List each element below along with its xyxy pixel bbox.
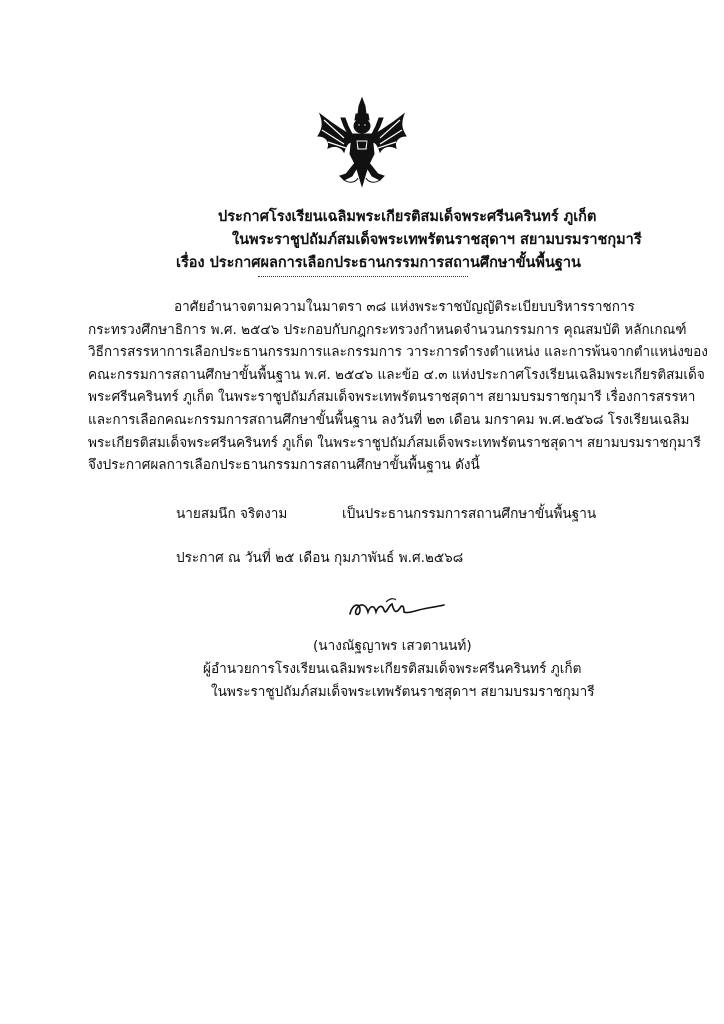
garuda-emblem-icon — [314, 96, 410, 188]
signatory-title-line-1: ผู้อำนวยการโรงเรียนเฉลิมพระเกียรติสมเด็จพระศรีนครินทร์ ภูเก็ต — [203, 661, 582, 677]
announcement-body — [88, 296, 708, 477]
appointee-position: เป็นประธานกรรมการสถานศึกษาขั้นพื้นฐาน — [342, 506, 597, 522]
royal-patronage-line: ในพระราชูปถัมภ์สมเด็จพระเทพรัตนราชสุดาฯ สยามบรมราชกุมารี — [232, 232, 642, 248]
handwritten-signature-icon — [346, 594, 446, 626]
signatory-title-line-2: ในพระราชูปถัมภ์สมเด็จพระเทพรัตนราชสุดาฯ สยามบรมราชกุมารี — [211, 684, 595, 700]
appointee-name: นายสมนึก จริตงาม — [176, 506, 288, 522]
body-line: จึงประกาศผลการเลือกประธานกรรมการสถานศึกษาขั้นพื้นฐาน ดังนี้ — [88, 457, 480, 474]
dotted-divider — [258, 276, 468, 277]
body-line: และการเลือกคณะกรรมการสถานศึกษาขั้นพื้นฐาน ลงวันที่ ๒๓ เดือน มกราคม พ.ศ.๒๕๖๘ โรงเรียนเฉลิม — [88, 411, 690, 428]
body-line: กระทรวงศึกษาธิการ พ.ศ. ๒๕๔๖ ประกอบกับกฎกระทรวงกำหนดจำนวนกรรมการ คุณสมบัติ หลักเกณฑ์ — [88, 321, 687, 338]
body-line: พระเกียรติสมเด็จพระศรีนครินทร์ ภูเก็ต ในพระราชูปถัมภ์สมเด็จพระเทพรัตนราชสุดาฯ สยามบรมราชกุมารี — [88, 434, 701, 451]
body-line: พระศรีนครินทร์ ภูเก็ต ในพระราชูปถัมภ์สมเด็จพระเทพรัตนราชสุดาฯ สยามบรมราชกุมารี เรื่องการสรรหา — [88, 389, 696, 406]
subject-line: เรื่อง ประกาศผลการเลือกประธานกรรมการสถานศึกษาขั้นพื้นฐาน — [176, 255, 581, 271]
body-line: วิธีการสรรหาการเลือกประธานกรรมการและกรรมการ วาระการดำรงตำแหน่ง และการพ้นจากตำแหน่งของ — [88, 344, 708, 361]
body-line: คณะกรรมการสถานศึกษาขั้นพื้นฐาน พ.ศ. ๒๕๔๖ และข้อ ๔.๓ แห่งประกาศโรงเรียนเฉลิมพระเกียรติสมเด็จ — [88, 366, 705, 383]
school-announcement-title: ประกาศโรงเรียนเฉลิมพระเกียรติสมเด็จพระศรีนครินทร์ ภูเก็ต — [218, 209, 597, 225]
announcement-date: ประกาศ ณ วันที่ ๒๕ เดือน กุมภาพันธ์ พ.ศ.๒๕๖๘ — [176, 550, 464, 566]
body-line: อาศัยอำนาจตามความในมาตรา ๓๘ แห่งพระราชบัญญัติระเบียบบริหารราชการ — [174, 299, 635, 315]
signatory-name: (นางณัฐญาพร เสวตานนท์) — [313, 638, 472, 654]
